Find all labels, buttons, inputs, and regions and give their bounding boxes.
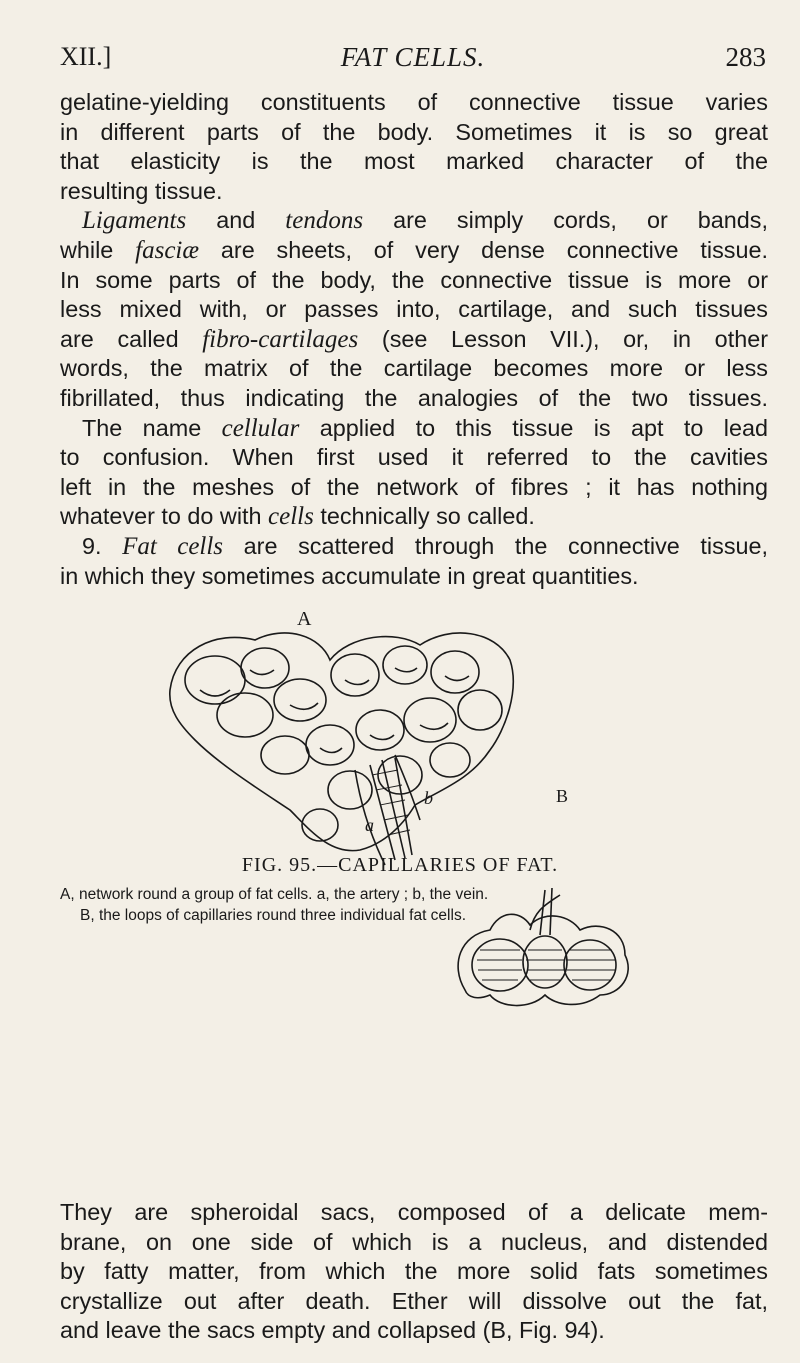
- figure-label-a-upper: A: [297, 608, 312, 630]
- text-line: gelatine-yielding constituents of connective tissue varies: [60, 89, 768, 115]
- running-header: [60, 42, 766, 82]
- figure-caption: FIG. 95.—CAPILLARIES OF FAT.: [241, 854, 559, 876]
- text-line: whatever to do with cells technically so called.: [60, 503, 535, 531]
- text-line: while fasciæ are sheets, of very dense connective tissue.: [60, 236, 769, 264]
- figure-capillaries-of-fat: [0, 590, 800, 1060]
- text-line: words, the matrix of the cartilage becomes more or less: [60, 355, 768, 382]
- text-line: in different parts of the body. Sometimes it is so great: [60, 118, 768, 145]
- text-line: Ligaments and tendons are simply cords, or bands,: [82, 207, 769, 235]
- figure-legend: [60, 884, 768, 926]
- figure-label-vein: b: [424, 788, 433, 808]
- figure-label-b-upper: B: [556, 786, 569, 806]
- text-line: resulting tissue.: [60, 177, 223, 204]
- running-title: FAT CELLS.: [340, 42, 486, 72]
- term-fasciae: fasciæ: [135, 236, 200, 264]
- legend-line: B, the loops of capillaries round three individual fat cells.: [80, 907, 466, 924]
- text-line: In some parts of the body, the connective tissue is more or: [60, 266, 768, 293]
- term-tendons: tendons: [285, 207, 364, 235]
- figure-label-artery: a: [365, 815, 374, 835]
- paragraph-connective-tissue: [60, 88, 768, 591]
- text-line: and leave the sacs empty and collapsed (B, Fig. 94).: [60, 1317, 605, 1344]
- text-line: brane, on one side of which is a nucleus, and distended: [60, 1228, 768, 1255]
- text-line: to confusion. When first used it referred to the cavities: [60, 444, 768, 471]
- text-line: They are spheroidal sacs, composed of a delicate mem-: [60, 1199, 768, 1225]
- term-cells: cells: [268, 503, 314, 531]
- term-ligaments: Ligaments: [82, 207, 187, 235]
- text-line: that elasticity is the most marked character of the: [60, 148, 768, 175]
- text-line: are called fibro-cartilages (see Lesson VII.), or, in other: [60, 325, 768, 353]
- capillary-network-illustration: [0, 590, 800, 1060]
- paragraph-fat-cells-description: [60, 1198, 768, 1346]
- term-cellular: cellular: [221, 414, 300, 442]
- page-number: 283: [725, 42, 766, 72]
- text-line: left in the meshes of the network of fibres ; it has nothing: [60, 473, 768, 500]
- chapter-number: XII.]: [60, 42, 112, 71]
- text-line: in which they sometimes accumulate in great quantities.: [60, 562, 639, 589]
- text-line: 9. Fat cells are scattered through the connective tissue,: [82, 532, 769, 560]
- text-line: less mixed with, or passes into, cartilage, and such tissues: [60, 296, 768, 323]
- text-line: fibrillated, thus indicating the analogies of the two tissues.: [60, 384, 768, 411]
- term-fat-cells: Fat cells: [122, 532, 224, 560]
- text-line: by fatty matter, from which the more solid fats sometimes: [60, 1258, 768, 1285]
- legend-line: A, network round a group of fat cells. a, the artery ; b, the vein.: [60, 886, 489, 903]
- text-line: The name cellular applied to this tissue is apt to lead: [82, 414, 769, 442]
- text-line: crystallize out after death. Ether will dissolve out the fat,: [60, 1287, 768, 1314]
- term-fibro-cartilages: fibro-cartilages: [202, 325, 359, 353]
